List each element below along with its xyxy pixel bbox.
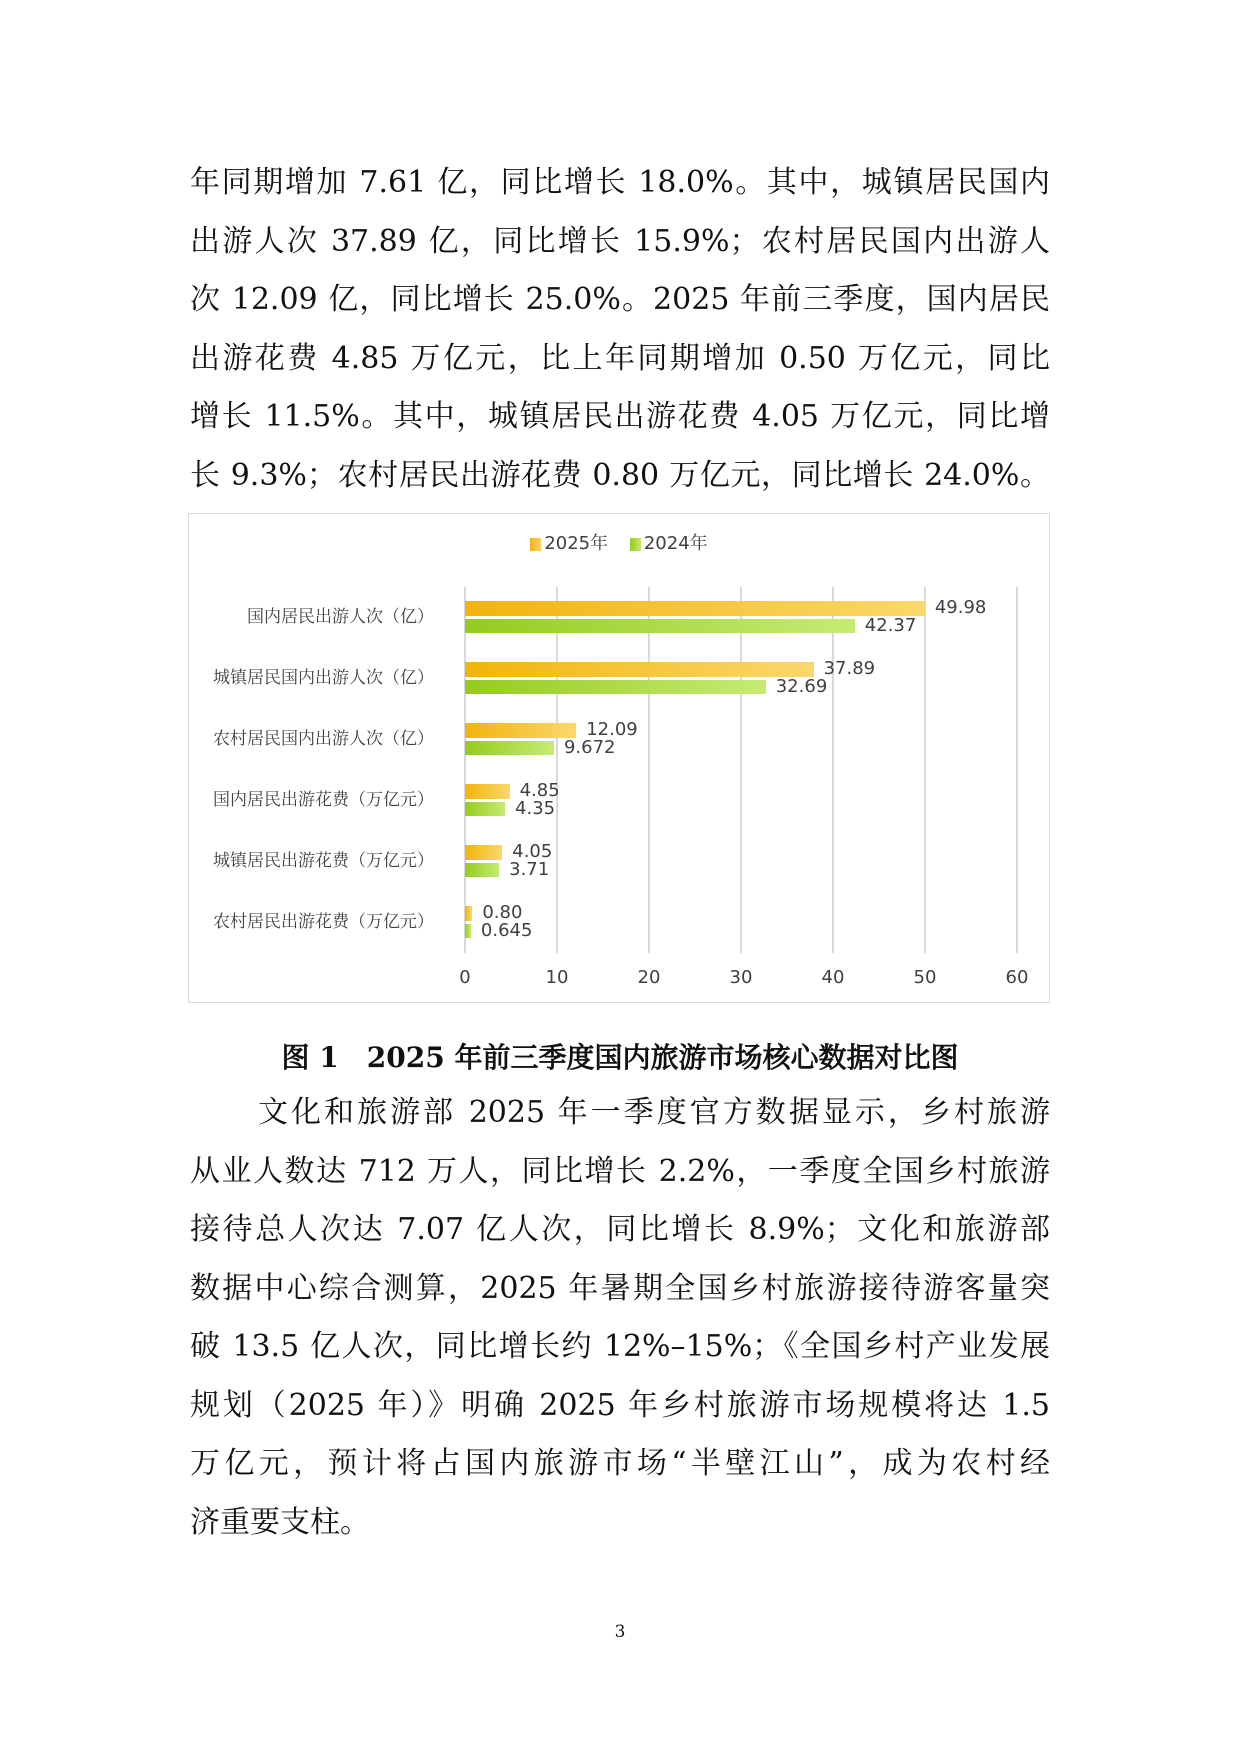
bar-2025 <box>465 662 814 677</box>
category-label: 国内居民出游花费（万亿元） <box>213 790 434 810</box>
bar-2024 <box>465 863 499 877</box>
x-tick-label: 20 <box>637 967 661 988</box>
figure-caption: 图 1 2025 年前三季度国内旅游市场核心数据对比图 <box>281 1041 959 1074</box>
data-label: 4.35 <box>515 798 556 819</box>
category-label: 城镇居民出游花费（万亿元） <box>213 851 434 871</box>
category-label: 国内居民出游人次（亿） <box>247 607 434 627</box>
data-label: 4.05 <box>512 841 553 862</box>
category-label: 城镇居民国内出游人次（亿） <box>213 668 434 688</box>
text-line: 接待总人次达 7.07 亿人次，同比增长 8.9%；文化和旅游部 <box>190 1212 1050 1247</box>
bar-2025 <box>465 906 472 921</box>
data-label: 32.69 <box>775 676 828 697</box>
text-line: 增长 11.5%。其中，城镇居民出游花费 4.05 万亿元，同比增 <box>190 399 1050 434</box>
category-label: 农村居民国内出游人次（亿） <box>213 729 434 749</box>
x-tick-label: 10 <box>545 967 569 988</box>
bar-2024 <box>465 802 505 816</box>
gridline <box>740 587 742 953</box>
text-line: 济重要支柱。 <box>190 1505 370 1540</box>
text-line: 规划（2025 年）》明确 2025 年乡村旅游市场规模将达 1.5 <box>190 1388 1050 1423</box>
text-line: 文化和旅游部 2025 年一季度官方数据显示，乡村旅游 <box>258 1095 1050 1130</box>
gridline <box>464 587 466 953</box>
gridline <box>832 587 834 953</box>
gridline <box>924 587 926 953</box>
text-line: 从业人数达 712 万人，同比增长 2.2%，一季度全国乡村旅游 <box>190 1154 1050 1189</box>
legend-swatch-2025 <box>530 538 541 551</box>
data-label: 49.98 <box>934 597 987 618</box>
bar-chart <box>188 513 1050 1003</box>
text-line: 万亿元，预计将占国内旅游市场“半壁江山”，成为农村经 <box>190 1446 1050 1481</box>
text-line: 数据中心综合测算，2025 年暑期全国乡村旅游接待游客量突 <box>190 1271 1050 1306</box>
legend-label: 2025年 <box>544 533 609 554</box>
legend-item-2024 <box>630 532 708 556</box>
legend-label: 2024年 <box>643 533 708 554</box>
bar-2024 <box>465 619 855 633</box>
data-label: 37.89 <box>823 658 876 679</box>
bar-2024 <box>465 924 471 938</box>
page-number: 3 <box>614 1622 626 1642</box>
data-label: 3.71 <box>509 859 550 880</box>
bar-2025 <box>465 784 510 799</box>
text-line: 破 13.5 亿人次，同比增长约 12%–15%；《全国乡村产业发展 <box>190 1329 1050 1364</box>
x-tick-label: 0 <box>459 967 471 988</box>
data-label: 0.80 <box>482 902 523 923</box>
data-label: 42.37 <box>864 615 917 636</box>
legend-item-2025 <box>530 532 608 556</box>
text-line: 次 12.09 亿，同比增长 25.0%。2025 年前三季度，国内居民 <box>190 282 1050 317</box>
data-label: 9.672 <box>563 737 616 758</box>
text-line: 长 9.3%；农村居民出游花费 0.80 万亿元，同比增长 24.0%。 <box>190 458 1050 493</box>
data-label: 4.85 <box>519 780 560 801</box>
bar-2024 <box>465 741 554 755</box>
text-line: 出游花费 4.85 万亿元，比上年同期增加 0.50 万亿元，同比 <box>190 341 1050 376</box>
text-line: 出游人次 37.89 亿，同比增长 15.9%；农村居民国内出游人 <box>190 224 1050 259</box>
x-tick-label: 50 <box>913 967 937 988</box>
x-tick-label: 40 <box>821 967 845 988</box>
gridline <box>1016 587 1018 953</box>
bar-2025 <box>465 845 502 860</box>
x-tick-label: 30 <box>729 967 753 988</box>
x-tick-label: 60 <box>1005 967 1029 988</box>
bar-2025 <box>465 723 576 738</box>
bar-2025 <box>465 601 925 616</box>
gridline <box>648 587 650 953</box>
bar-2024 <box>465 680 766 694</box>
text-line: 年同期增加 7.61 亿，同比增长 18.0%。其中，城镇居民国内 <box>190 165 1050 200</box>
category-label: 农村居民出游花费（万亿元） <box>213 912 434 932</box>
data-label: 0.645 <box>480 920 533 941</box>
gridline <box>556 587 558 953</box>
data-label: 12.09 <box>586 719 638 740</box>
chart-legend <box>189 532 1049 558</box>
legend-swatch-2024 <box>630 538 641 551</box>
